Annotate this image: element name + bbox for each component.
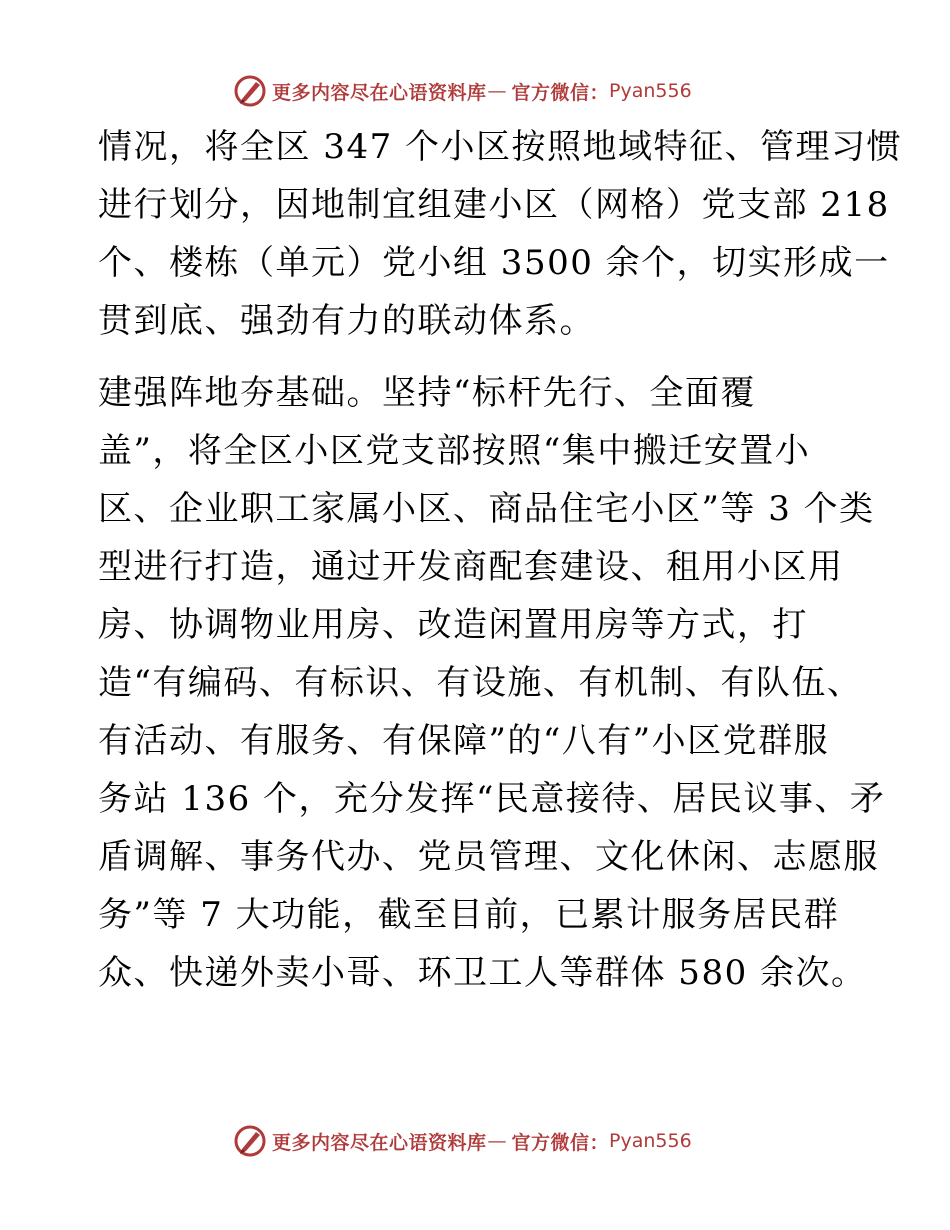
text-line: 房、协调物业用房、改造闲置用房等方式，打 [98,605,808,645]
text-line: 众、快递外卖小哥、环卫工人等群体 580 余次。 [98,953,867,993]
text-line: 有活动、有服务、有保障”的“八有”小区党群服 [98,721,830,761]
watermark-text: 更多内容尽在心语资料库 [272,1131,487,1154]
text-line: 贯到底、强劲有力的联动体系。 [98,301,595,341]
watermark-account: Pyan556 [609,80,692,102]
pen-logo-icon [232,1123,268,1159]
watermark-account: Pyan556 [609,1130,692,1152]
paragraph-1 [98,118,903,350]
watermark-wechat-label: 官方微信： [511,1131,610,1154]
header-watermark [232,71,692,111]
watermark-separator: — [487,80,507,102]
watermark-text: 更多内容尽在心语资料库 [272,81,487,104]
document-body [98,118,903,1002]
text-line: 情况，将全区 347 个小区按照地域特征、管理习惯 [98,127,903,167]
text-line: 务”等 7 大功能，截至目前，已累计服务居民群 [98,895,840,935]
text-line: 区、企业职工家属小区、商品住宅小区”等 3 个类 [98,489,875,529]
text-line: 建强阵地夯基础。坚持“标杆先行、全面覆 [98,373,756,413]
text-line: 型进行打造，通过开发商配套建设、租用小区用 [98,547,844,587]
watermark-separator: — [487,1130,507,1152]
text-line: 造“有编码、有标识、有设施、有机制、有队伍、 [98,663,863,703]
pen-logo-icon [232,73,268,109]
text-line: 盾调解、事务代办、党员管理、文化休闲、志愿服 [98,837,879,877]
text-line: 个、楼栋（单元）党小组 3500 余个，切实形成一 [98,243,890,283]
text-line: 盖”，将全区小区党支部按照“集中搬迁安置小 [98,431,811,471]
footer-watermark [232,1121,692,1161]
paragraph-2 [98,364,886,1002]
watermark-wechat-label: 官方微信： [511,81,610,104]
text-line: 务站 136 个，充分发挥“民意接待、居民议事、矛 [98,779,886,819]
text-line: 进行划分，因地制宜组建小区（网格）党支部 218 [98,185,890,225]
